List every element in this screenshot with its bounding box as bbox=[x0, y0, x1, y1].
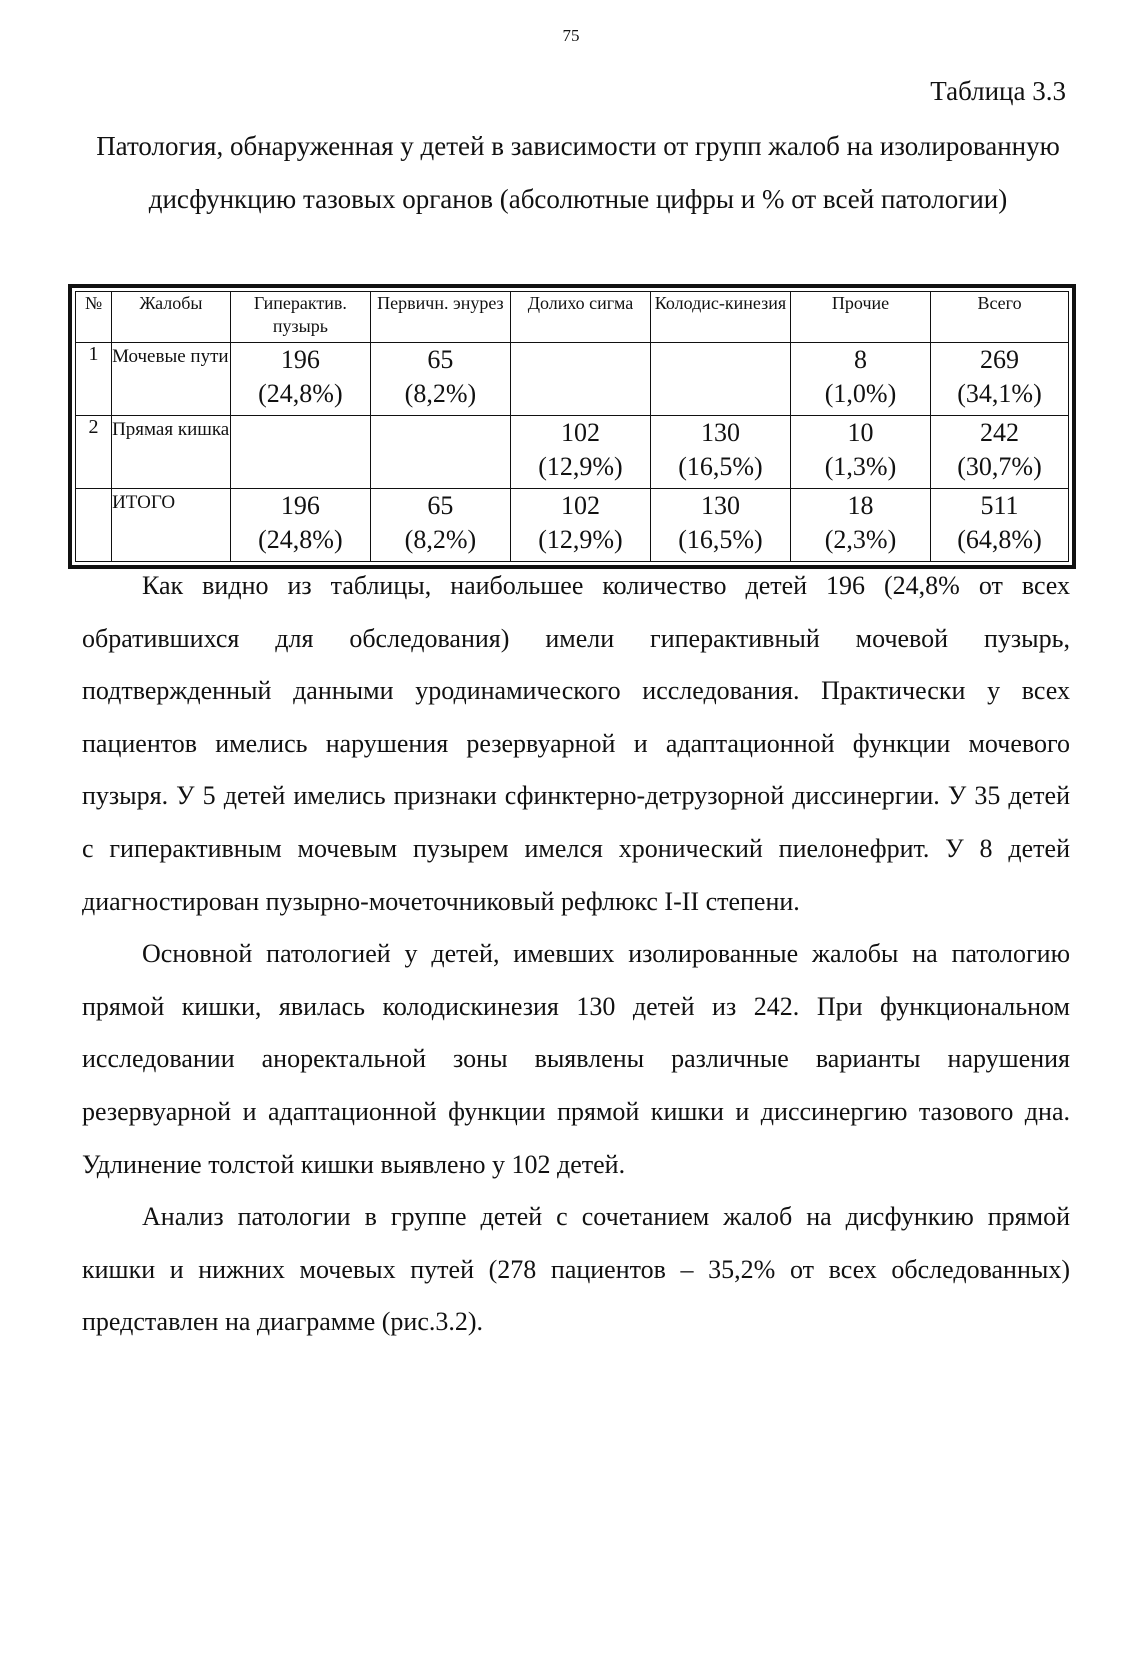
row-number bbox=[76, 489, 112, 562]
cell-percent: (30,7%) bbox=[957, 452, 1042, 481]
cell-percent: (16,5%) bbox=[678, 525, 763, 554]
cell-value: 102 bbox=[560, 491, 600, 520]
table-row bbox=[76, 489, 1069, 562]
cell-value: 65 bbox=[427, 345, 454, 374]
header-colodyskinesia: Колодис-кинезия bbox=[650, 292, 790, 343]
cell-percent: (8,2%) bbox=[404, 525, 477, 554]
table-cell bbox=[650, 489, 790, 562]
cell-value: 130 bbox=[700, 418, 740, 447]
cell-percent: (24,8%) bbox=[258, 379, 343, 408]
table-cell bbox=[650, 416, 790, 489]
table-cell bbox=[370, 343, 510, 416]
table-label: Таблица 3.3 bbox=[930, 76, 1066, 106]
table-cell bbox=[230, 489, 370, 562]
header-dolichosigma: Долихо сигма bbox=[510, 292, 650, 343]
cell-percent: (12,9%) bbox=[538, 452, 623, 481]
table-header-row bbox=[76, 292, 1069, 343]
paragraph: Основной патологией у детей, имевших изолированные жалобы на патологию прямой кишки, явилась колодискинезия 130 детей из 242. При функциональном исследовании аноректальной зоны выявлены различные варианты нарушения резервуарной и адаптационной функции прямой кишки и диссинергию тазового дна. Удлинение толстой кишки выявлено у 102 детей. bbox=[82, 939, 1070, 1179]
cell-percent: (24,8%) bbox=[258, 525, 343, 554]
table-cell bbox=[650, 343, 790, 416]
row-complaint: Прямая кишка bbox=[112, 416, 231, 489]
cell-percent: (1,0%) bbox=[824, 379, 897, 408]
cell-value: 18 bbox=[847, 491, 874, 520]
header-other: Прочие bbox=[791, 292, 931, 343]
cell-percent: (64,8%) bbox=[957, 525, 1042, 554]
cell-percent: (12,9%) bbox=[538, 525, 623, 554]
row-complaint: ИТОГО bbox=[112, 489, 231, 562]
cell-value: 242 bbox=[980, 418, 1020, 447]
cell-percent: (1,3%) bbox=[824, 452, 897, 481]
body-text bbox=[82, 560, 1070, 1349]
table-cell bbox=[510, 416, 650, 489]
table-cell bbox=[510, 343, 650, 416]
header-hyperactive-bladder: Гиперактив. пузырь bbox=[230, 292, 370, 343]
row-number: 1 bbox=[76, 343, 112, 416]
cell-value: 269 bbox=[980, 345, 1020, 374]
header-num: № bbox=[76, 292, 112, 343]
cell-percent: (2,3%) bbox=[824, 525, 897, 554]
cell-value: 511 bbox=[980, 491, 1019, 520]
cell-value: 130 bbox=[700, 491, 740, 520]
table-row bbox=[76, 343, 1069, 416]
paragraph: Анализ патологии в группе детей с сочетанием жалоб на дисфункию прямой кишки и нижних мочевых путей (278 пациентов – 35,2% от всех обследованных) представлен на диаграмме (рис.3.2). bbox=[82, 1202, 1070, 1337]
table-title: Патология, обнаруженная у детей в зависимости от групп жалоб на изолированную дисфункцию тазовых органов (абсолютные цифры и % от всей патологии) bbox=[96, 131, 1060, 214]
table-cell bbox=[510, 489, 650, 562]
cell-percent: (34,1%) bbox=[957, 379, 1042, 408]
table-cell bbox=[230, 416, 370, 489]
table-cell bbox=[931, 416, 1069, 489]
table-cell bbox=[230, 343, 370, 416]
table-row bbox=[76, 416, 1069, 489]
cell-value: 10 bbox=[847, 418, 874, 447]
pathology-table bbox=[75, 291, 1069, 562]
header-complaints: Жалобы bbox=[112, 292, 231, 343]
table-cell bbox=[370, 416, 510, 489]
table-cell bbox=[791, 416, 931, 489]
header-primary-enuresis: Первичн. энурез bbox=[370, 292, 510, 343]
table-cell bbox=[931, 489, 1069, 562]
row-number: 2 bbox=[76, 416, 112, 489]
table-cell bbox=[931, 343, 1069, 416]
cell-value: 196 bbox=[280, 491, 320, 520]
table-cell bbox=[370, 489, 510, 562]
cell-value: 102 bbox=[560, 418, 600, 447]
cell-value: 65 bbox=[427, 491, 454, 520]
table-frame bbox=[68, 284, 1076, 569]
cell-value: 196 bbox=[280, 345, 320, 374]
cell-value: 8 bbox=[854, 345, 868, 374]
table-cell bbox=[791, 489, 931, 562]
page-number: 75 bbox=[562, 26, 580, 45]
header-total: Всего bbox=[931, 292, 1069, 343]
cell-percent: (16,5%) bbox=[678, 452, 763, 481]
paragraph: Как видно из таблицы, наибольшее количество детей 196 (24,8% от всех обратившихся для обследования) имели гиперактивный мочевой пузырь, подтвержденный данными уродинамического исследования. Практически у всех пациентов имелись нарушения резервуарной и адаптационной функции мочевого пузыря. У 5 детей имелись признаки сфинктерно-детрузорной диссинергии. У 35 детей с гиперактивным мочевым пузырем имелся хронический пиелонефрит. У 8 детей диагностирован пузырно-мочеточниковый рефлюкс I-II степени. bbox=[82, 571, 1070, 916]
cell-percent: (8,2%) bbox=[404, 379, 477, 408]
table-cell bbox=[791, 343, 931, 416]
row-complaint: Мочевые пути bbox=[112, 343, 231, 416]
